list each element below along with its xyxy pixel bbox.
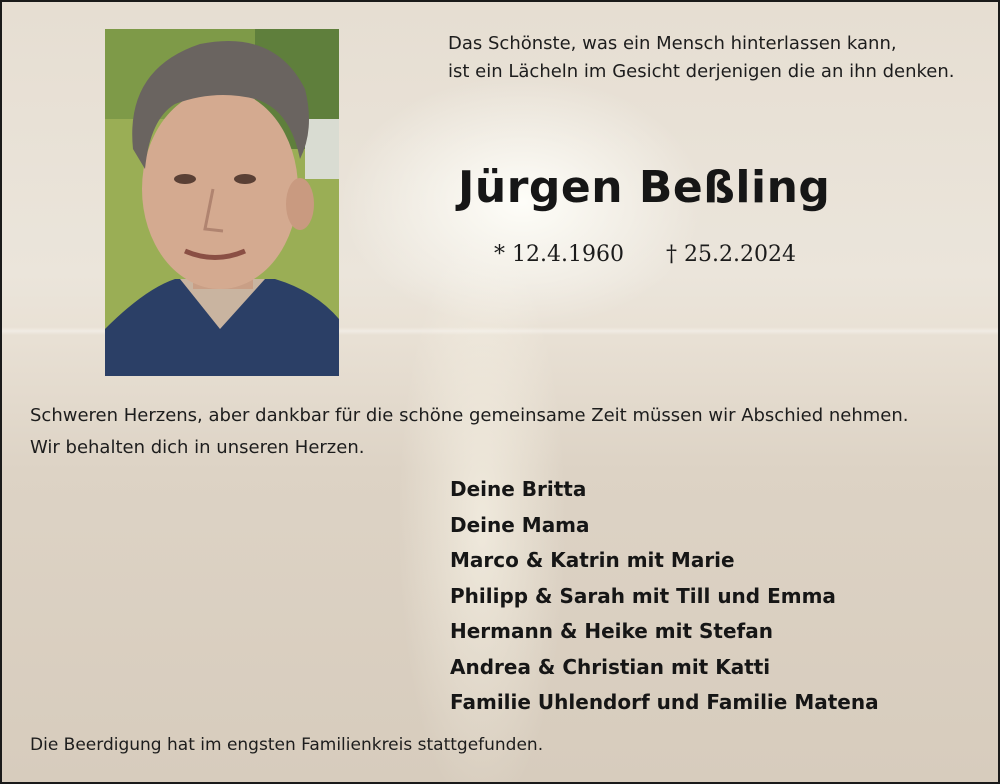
mourner-item: Deine Mama (450, 512, 590, 537)
mourner-item: Familie Uhlendorf und Familie Matena (450, 690, 879, 714)
funeral-note: Die Beerdigung hat im engsten Familienkreis stattgefunden. (30, 735, 544, 755)
birth-date: * 12.4.1960 (494, 242, 624, 267)
mourner-item: Deine Britta (450, 477, 587, 501)
message-line-2: Wir behalten dich in unseren Herzen. (30, 437, 365, 458)
death-date: † 25.2.2024 (666, 242, 796, 267)
farewell-message (30, 400, 990, 464)
portrait-photo (105, 29, 339, 376)
message-line-1: Schweren Herzens, aber dankbar für die schöne gemeinsame Zeit müssen wir Abschied nehmen. (30, 405, 909, 426)
mourner-item: Philipp & Sarah mit Till und Emma (450, 583, 836, 608)
quote-line-1: Das Schönste, was ein Mensch hinterlassen kann, (448, 33, 897, 54)
quote-line-2: ist ein Lächeln im Gesicht derjenigen die an ihn denken. (448, 61, 955, 82)
deceased-name: Jürgen Beßling (458, 162, 831, 213)
mourner-item: Andrea & Christian mit Katti (450, 654, 771, 679)
mourners-list (450, 472, 879, 721)
mourner-item: Marco & Katrin mit Marie (450, 548, 735, 572)
quote (448, 30, 988, 86)
mourner-item: Hermann & Heike mit Stefan (450, 619, 773, 643)
